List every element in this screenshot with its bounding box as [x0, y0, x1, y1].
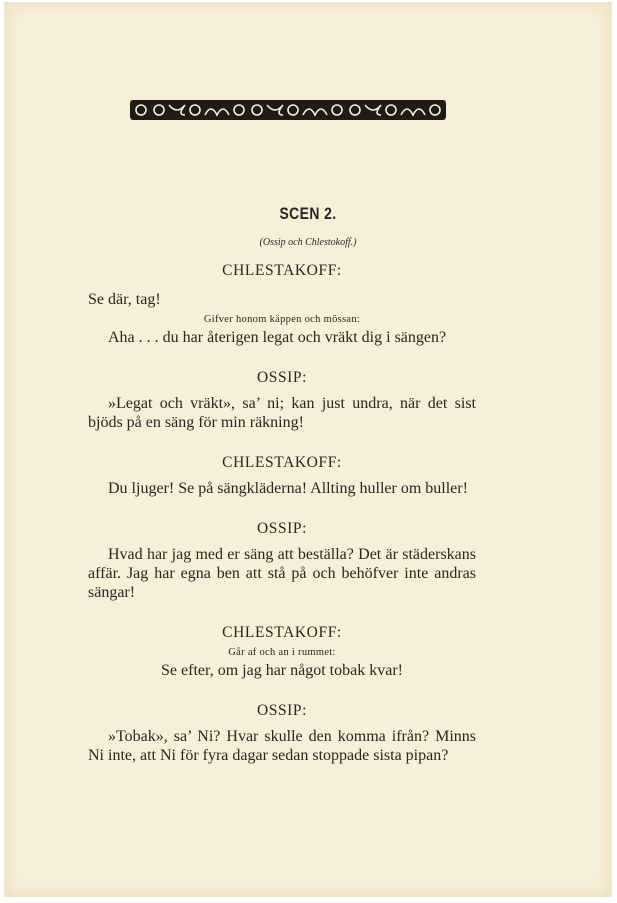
- stage-direction: Gifver honom käppen och mössan:: [203, 314, 361, 325]
- speech-line: Hvad har jag med er säng att beställa? Det är städerskans affär. Jag har egna ben att stå på och behöfver inte andras sängar!: [88, 546, 476, 601]
- speech-line: Aha . . . du har återigen legat och vräkt dig i sängen?: [108, 329, 447, 346]
- ornament-border-icon: [129, 97, 447, 123]
- dialogue-block: [88, 260, 476, 765]
- stage-direction: Går af och an i rummet:: [228, 647, 336, 658]
- speaker-label: CHLESTAKOFF:: [222, 454, 342, 471]
- speech-line: Se efter, om jag har något tobak kvar!: [161, 662, 403, 679]
- cast-name-ossip: Ossip: [262, 237, 286, 248]
- cast-conjunction: och: [285, 237, 306, 248]
- speaker-label: OSSIP:: [256, 369, 308, 386]
- speaker-label: CHLESTAKOFF:: [222, 624, 342, 641]
- speaker-label: OSSIP:: [256, 520, 308, 537]
- speaker-label: OSSIP:: [256, 702, 308, 719]
- speech-line: »Tobak», sa’ Ni? Hvar skulle den komma ifrån? Minns Ni inte, att Ni för fyra dagar sedan stoppade sista pipan?: [88, 728, 476, 764]
- cast-open: (: [259, 237, 263, 248]
- speech-line: Du ljuger! Se på sängkläderna! Allting huller om buller!: [108, 480, 468, 497]
- scene-title: SCEN 2.: [279, 204, 337, 223]
- cast-close: ): [353, 237, 357, 248]
- speech-line: »Legat och vräkt», sa’ ni; kan just undra, när det sist bjöds på en säng för min räkning!: [88, 395, 476, 431]
- book-page: [4, 2, 612, 897]
- scene-cast: [4, 237, 612, 248]
- cast-name-chlestakoff: Chlestokoff.: [305, 237, 354, 248]
- speaker-label: CHLESTAKOFF:: [222, 262, 342, 279]
- speech-line: Se där, tag!: [88, 291, 161, 308]
